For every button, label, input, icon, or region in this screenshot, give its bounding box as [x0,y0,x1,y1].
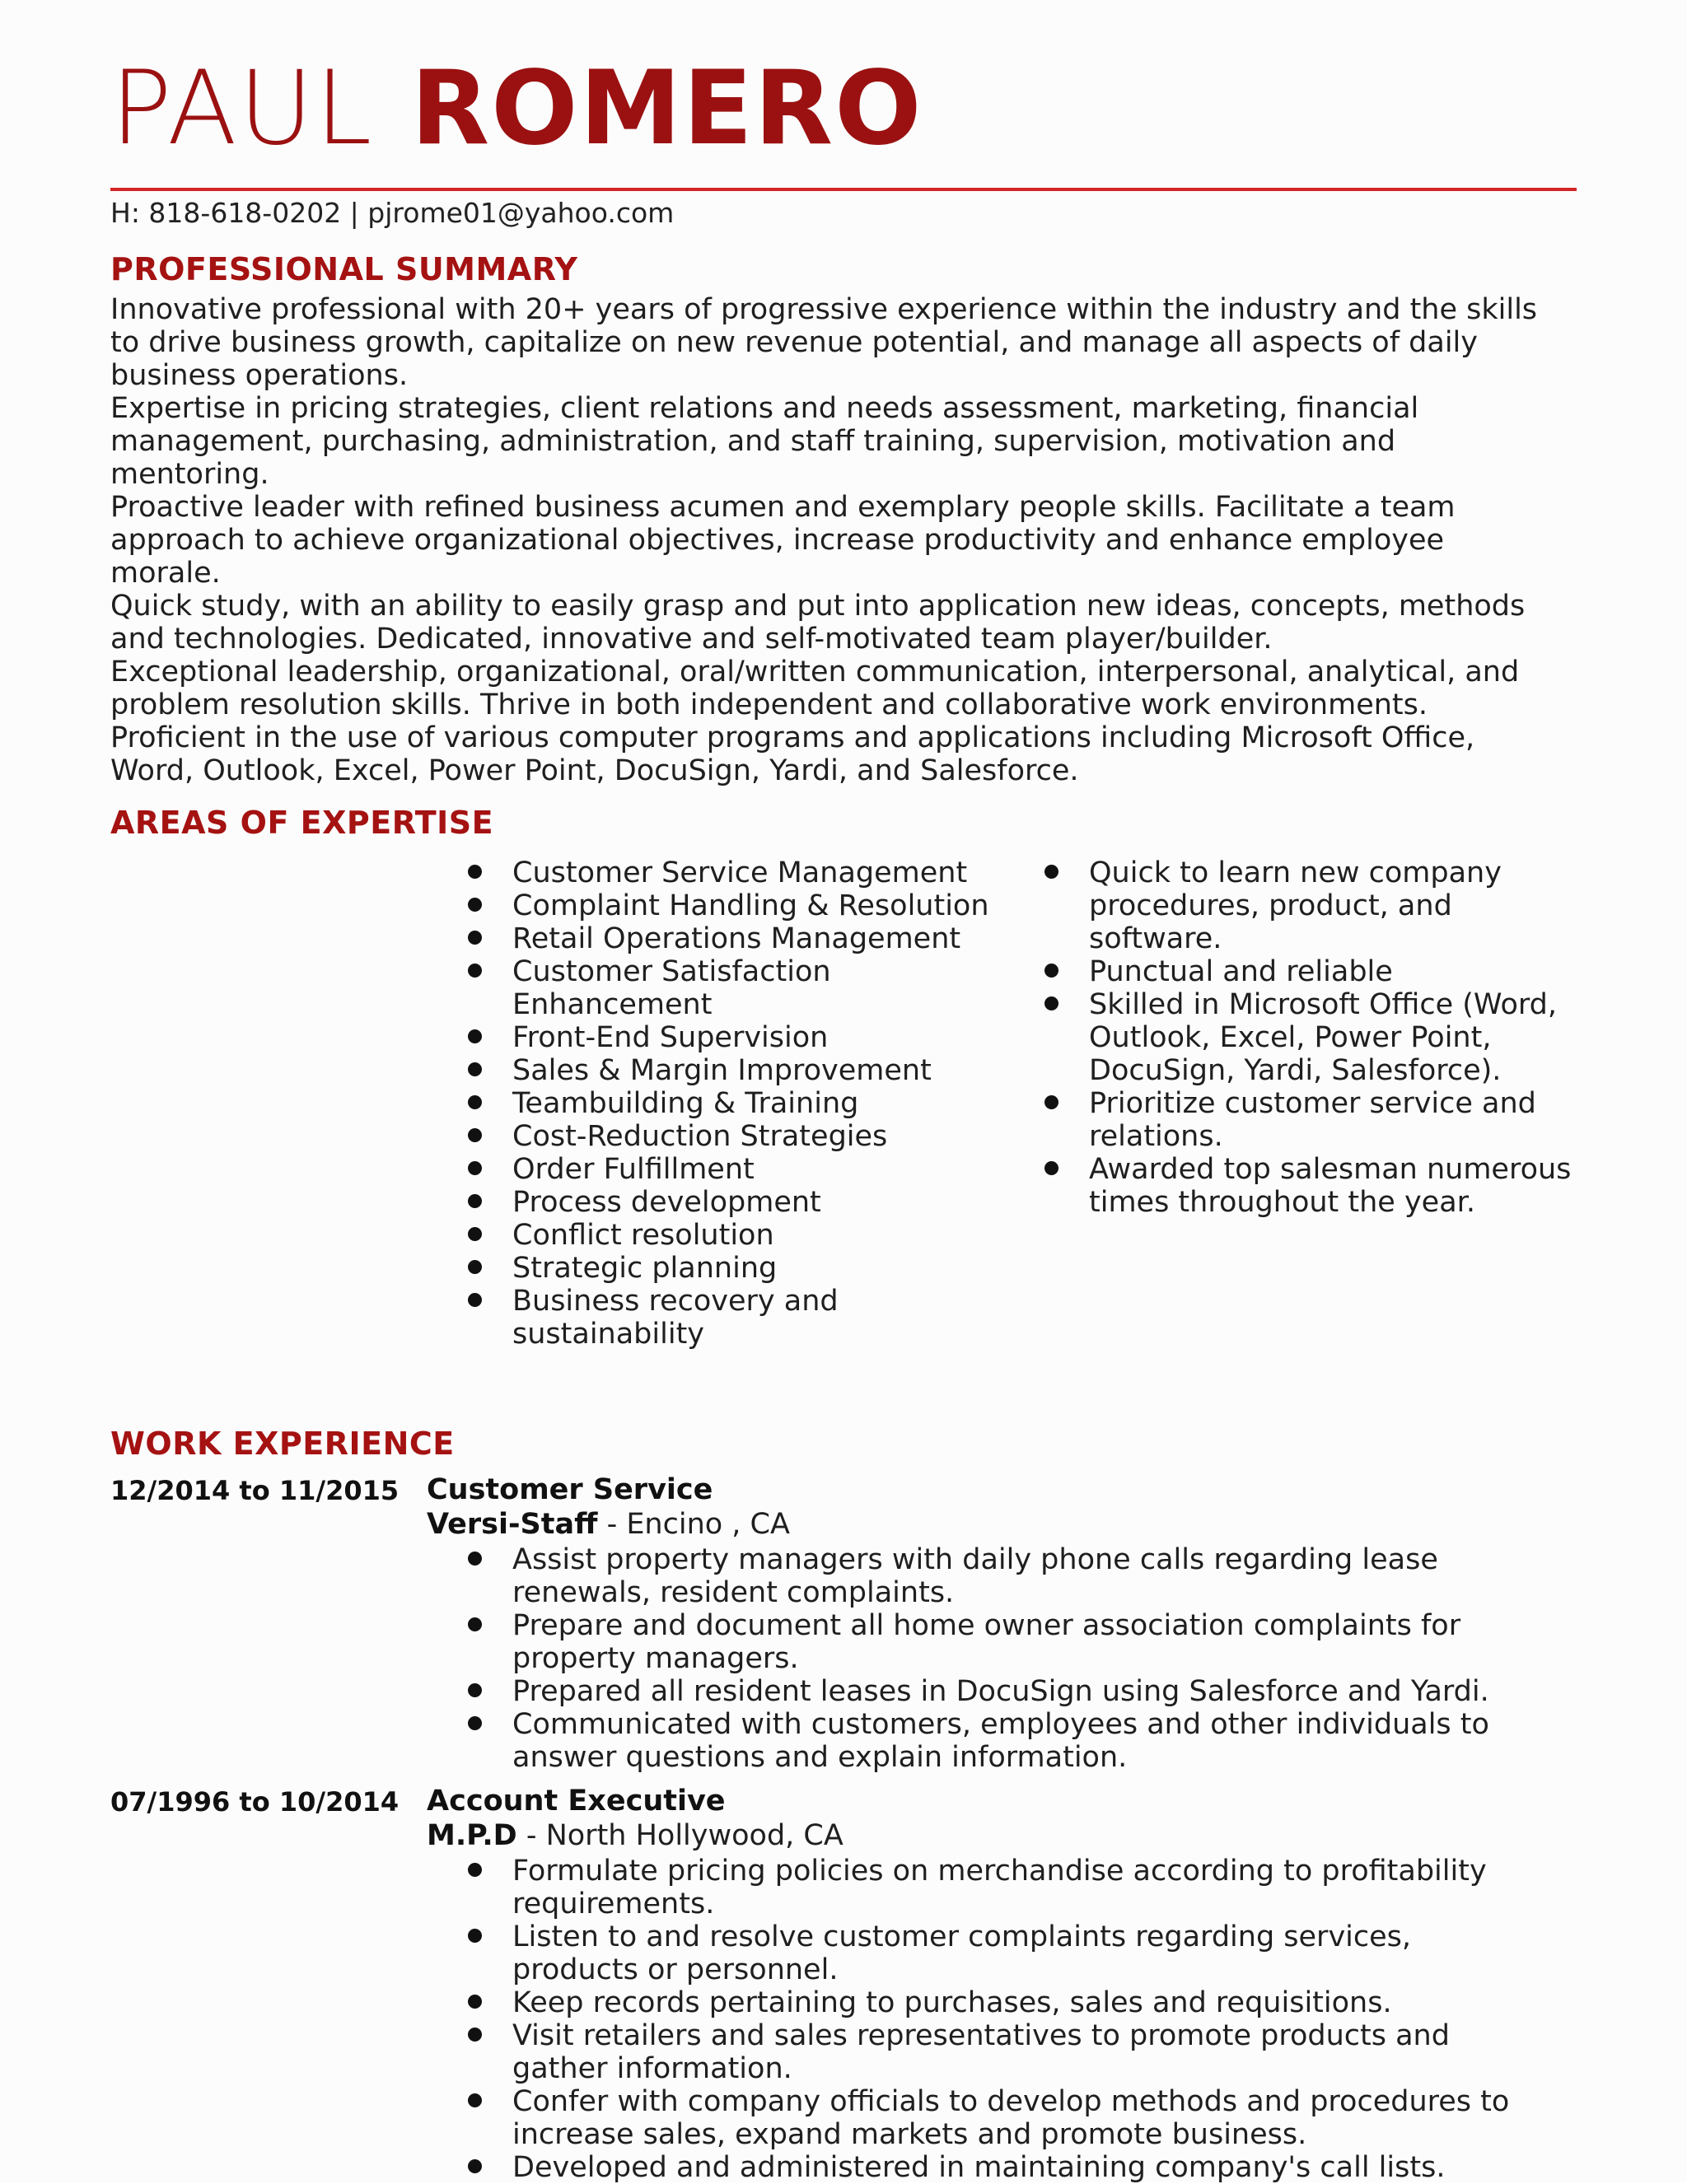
company-name: M.P.D [427,1819,517,1852]
header-rule [110,188,1577,191]
bullet-dot-icon [1044,996,1058,1010]
bullet-dot-icon [468,964,482,978]
bullet-text: Complaint Handling & Resolution [512,889,989,922]
expertise-item [1044,1087,1588,1153]
bullet-dot-icon [468,1293,482,1307]
bullet-text: Keep records pertaining to purchases, sales and requisitions. [512,1986,1392,2019]
expertise-item [1044,988,1588,1087]
job-body [427,1472,1577,1774]
bullet-dot-icon [468,2028,482,2042]
expertise-item [468,1153,995,1186]
bullet-text: Teambuilding & Training [512,1087,859,1120]
bullet-text: Conflict resolution [512,1219,774,1252]
bullet-dot-icon [468,1029,482,1043]
expertise-item [468,1087,995,1120]
expertise-item [468,1120,995,1153]
job-duty-item [468,2085,1539,2151]
expertise-item [468,1285,995,1351]
bullet-dot-icon [468,1683,482,1697]
job-entry [110,1784,1577,2184]
job-title: Account Executive [427,1785,726,1818]
job-duty-item [468,1855,1539,1920]
company-location: - North Hollywood, CA [516,1819,844,1852]
bullet-text: Prepare and document all home owner association complaints for property managers. [512,1609,1461,1675]
expertise-list-right [1044,856,1588,1219]
bullet-text: Order Fulfillment [512,1153,755,1186]
expertise-item [1044,856,1588,955]
bullet-text: Retail Operations Management [512,922,961,955]
expertise-item [468,922,995,955]
expertise-item [468,955,995,1021]
summary-heading: PROFESSIONAL SUMMARY [110,251,578,287]
job-duties-list [468,1543,1539,1774]
bullet-dot-icon [468,1062,482,1076]
bullet-text: Punctual and reliable [1089,955,1393,988]
expertise-item [468,1186,995,1219]
bullet-text: Listen to and resolve customer complaints regarding services, products or personnel. [512,1920,1412,1986]
bullet-dot-icon [468,2093,482,2107]
bullet-dot-icon [468,1552,482,1566]
job-dates: 12/2014 to 11/2015 [110,1475,400,1506]
resume-content [110,51,1577,2184]
bullet-text: Formulate pricing policies on merchandise according to profitability requirements. [512,1855,1487,1920]
job-duty-item [468,1986,1539,2019]
bullet-dot-icon [468,931,482,945]
bullet-dot-icon [1044,964,1058,978]
expertise-item [468,856,995,889]
expertise-item [468,889,995,922]
company-location: - Encino , CA [597,1508,790,1541]
expertise-item [468,1021,995,1054]
bullet-text: Awarded top salesman numerous times throughout the year. [1089,1153,1572,1219]
bullet-text: Communicated with customers, employees and other individuals to answer questions and explain information. [512,1708,1489,1774]
bullet-dot-icon [468,1260,482,1274]
job-body [427,1784,1577,2184]
job-duty-item [468,1543,1539,1609]
summary-paragraph: Proactive leader with refined business acumen and exemplary people skills. Facilitate a team approach to achieve organizational objectives, increase productivity and enhance employee morale. [110,491,1456,590]
last-name: ROMERO [410,49,923,168]
bullet-dot-icon [1044,865,1058,879]
bullet-text: Customer Service Management [512,856,968,889]
bullet-text: Quick to learn new company procedures, product, and software. [1089,856,1502,955]
candidate-name [110,51,1577,166]
bullet-dot-icon [468,1995,482,2009]
job-company-line [427,1507,1577,1542]
bullet-dot-icon [468,1128,482,1142]
job-title: Customer Service [427,1473,713,1506]
bullet-text: Prepared all resident leases in DocuSign using Salesforce and Yardi. [512,1675,1489,1708]
bullet-dot-icon [1044,1161,1058,1175]
summary-body [110,293,1560,787]
expertise-list-left [468,856,995,1351]
expertise-item [1044,1153,1588,1219]
work-heading: WORK EXPERIENCE [110,1426,455,1462]
work-experience-list [110,1472,1577,2184]
bullet-text: Skilled in Microsoft Office (Word, Outlook, Excel, Power Point, DocuSign, Yardi, Salesforce). [1089,988,1557,1087]
job-dates: 07/1996 to 10/2014 [110,1786,400,1818]
summary-paragraph: Quick study, with an ability to easily grasp and put into application new ideas, concepts, methods and technologies. Dedicated, innovative and self-motivated team player/builder. [110,590,1526,656]
bullet-dot-icon [468,1095,482,1109]
bullet-text: Assist property managers with daily phone calls regarding lease renewals, resident complaints. [512,1543,1438,1609]
bullet-dot-icon [468,1617,482,1631]
summary-paragraph: Expertise in pricing strategies, client relations and needs assessment, marketing, financial management, purchasing, administration, and staff training, supervision, motivation and mentoring. [110,392,1419,491]
bullet-dot-icon [468,1716,482,1730]
expertise-heading: AREAS OF EXPERTISE [110,805,494,841]
bullet-dot-icon [468,1863,482,1877]
bullet-dot-icon [468,1161,482,1175]
expertise-item [468,1252,995,1285]
company-name: Versi-Staff [427,1508,598,1541]
expertise-lists [468,856,1577,1410]
bullet-dot-icon [468,1929,482,1943]
bullet-dot-icon [468,2159,482,2173]
contact-line: H: 818-618-0202 | pjrome01@yahoo.com [110,197,675,229]
expertise-item [1044,955,1588,988]
job-duty-item [468,2151,1539,2184]
bullet-text: Customer Satisfaction Enhancement [512,955,831,1021]
bullet-text: Front-End Supervision [512,1021,829,1054]
bullet-dot-icon [468,1227,482,1241]
bullet-dot-icon [1044,1095,1058,1109]
job-duty-item [468,2019,1539,2085]
first-name: PAUL [110,49,374,168]
expertise-item [468,1219,995,1252]
bullet-text: Developed and administered in maintaining company's call lists. [512,2151,1446,2184]
job-duty-item [468,1920,1539,1986]
bullet-text: Process development [512,1186,821,1219]
summary-paragraph: Innovative professional with 20+ years of progressive experience within the industry and the skills to drive business growth, capitalize on new revenue potential, and manage all aspects of daily business operations. [110,293,1538,392]
summary-paragraph: Proficient in the use of various computer programs and applications including Microsoft Office, Word, Outlook, Excel, Power Point, DocuSign, Yardi, and Salesforce. [110,721,1475,787]
bullet-text: Prioritize customer service and relations. [1089,1087,1536,1153]
job-duties-list [468,1855,1539,2184]
bullet-text: Strategic planning [512,1252,778,1285]
bullet-text: Confer with company officials to develop methods and procedures to increase sales, expand markets and promote business. [512,2085,1510,2151]
bullet-text: Cost-Reduction Strategies [512,1120,888,1153]
job-duty-item [468,1609,1539,1675]
bullet-text: Visit retailers and sales representatives to promote products and gather information. [512,2019,1450,2085]
summary-paragraph: Exceptional leadership, organizational, oral/written communication, interpersonal, analytical, and problem resolution skills. Thrive in both independent and collaborative work environments. [110,656,1520,721]
bullet-dot-icon [468,865,482,879]
expertise-item [468,1054,995,1087]
job-duty-item [468,1708,1539,1774]
job-entry [110,1472,1577,1774]
bullet-text: Sales & Margin Improvement [512,1054,932,1087]
bullet-dot-icon [468,1194,482,1208]
job-duty-item [468,1675,1539,1708]
bullet-text: Business recovery and sustainability [512,1285,839,1351]
job-company-line [427,1818,1577,1853]
bullet-dot-icon [468,898,482,912]
